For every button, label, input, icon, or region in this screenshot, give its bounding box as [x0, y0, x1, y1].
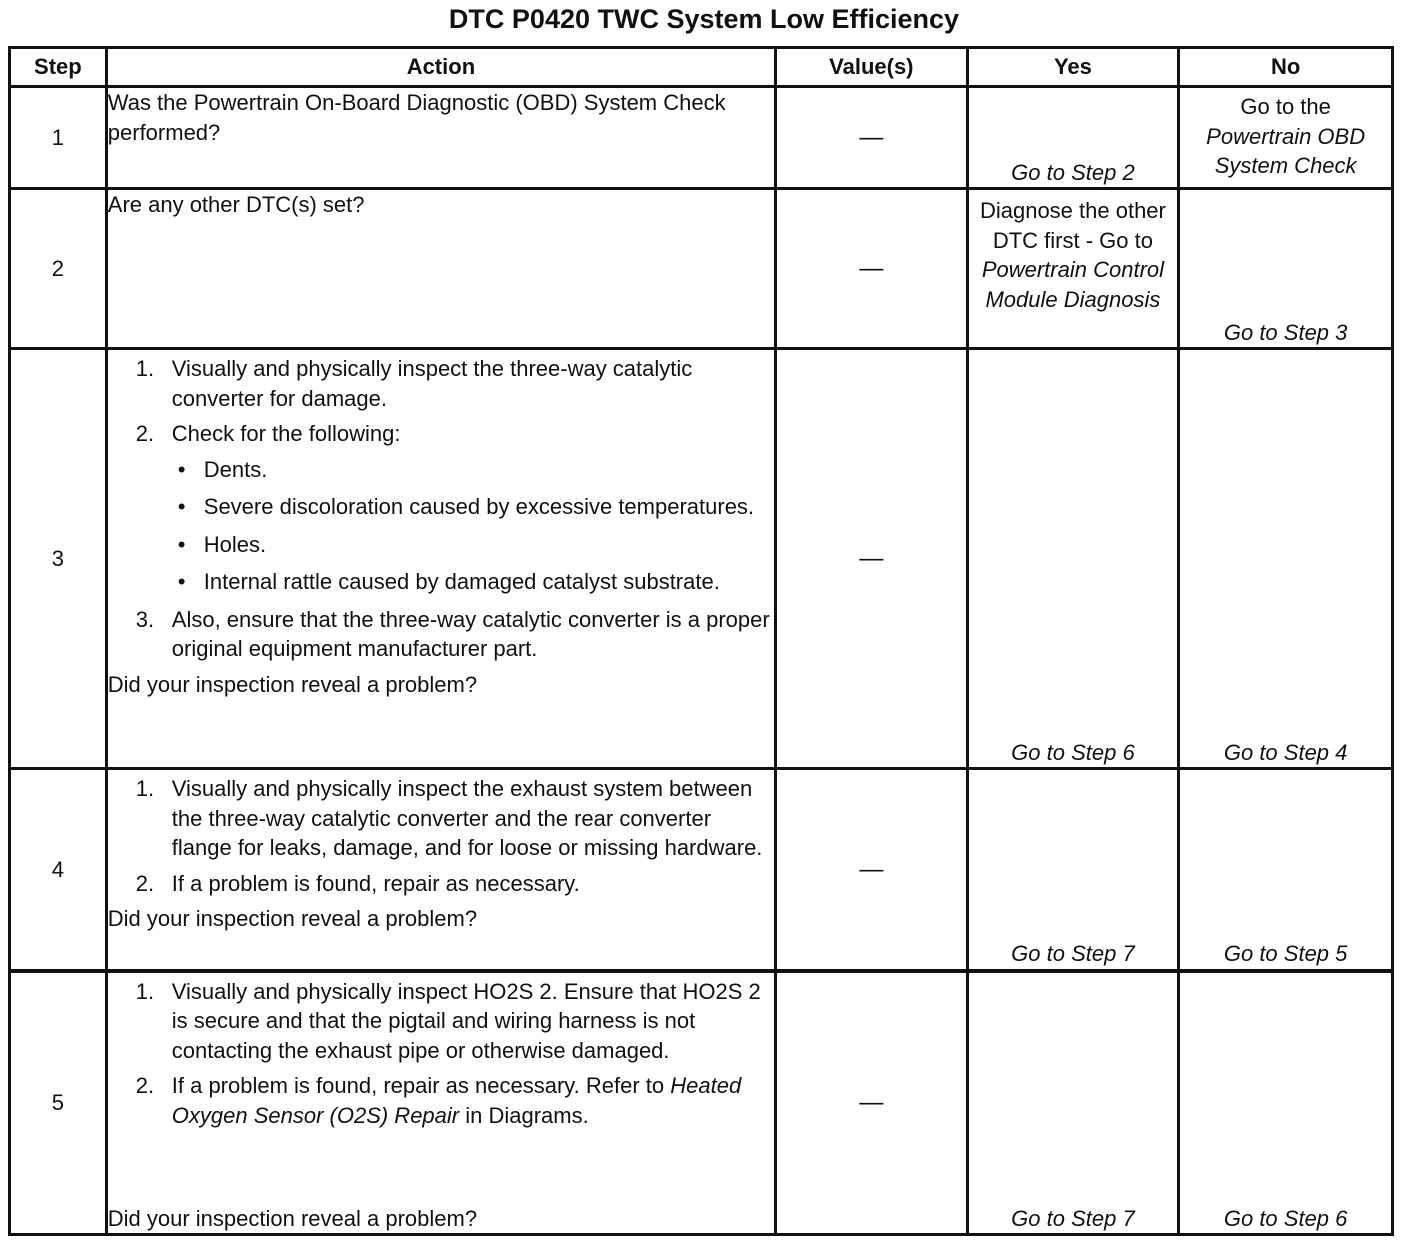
action-step: [108, 354, 774, 413]
no-link[interactable]: Go to Step 5: [1223, 941, 1348, 966]
step-index: 3.: [135, 606, 155, 632]
no-prefix: Go to the: [1240, 94, 1331, 119]
action-cell: [106, 189, 775, 349]
table-row: [10, 971, 1393, 1235]
header-action: Action: [106, 48, 775, 87]
step-index: 1.: [135, 356, 155, 381]
action-step: [108, 1071, 774, 1130]
header-yes: Yes: [967, 48, 1179, 87]
action-cell: [106, 87, 775, 189]
header-no: No: [1179, 48, 1393, 87]
yes-link[interactable]: Go to Step 7: [1011, 1205, 1135, 1231]
step-text: Visually and physically inspect the exhaust system between the three-way catalytic converter and the rear converter flange for leaks, damage, and for loose or missing hardware.: [171, 776, 763, 860]
yes-cell: [967, 971, 1179, 1235]
action-step: [108, 605, 774, 664]
question-text: Did your inspection reveal a problem?: [107, 1205, 478, 1231]
step-text: If a problem is found, repair as necessary. Refer to: [171, 1073, 665, 1098]
step-text: Visually and physically inspect the three-way catalytic converter for damage.: [171, 356, 693, 411]
step-text-suffix: in Diagrams.: [465, 1102, 589, 1128]
action-cell: [106, 971, 775, 1235]
check-item: • Internal rattle caused by damaged catalyst substrate.: [172, 567, 774, 597]
step-index: 1.: [135, 776, 155, 801]
value-cell: —: [776, 349, 968, 769]
step-index: 1.: [135, 978, 155, 1004]
action-cell: [106, 349, 775, 769]
yes-prefix: Diagnose the other DTC first - Go to: [979, 198, 1166, 253]
table-row: [10, 769, 1393, 971]
no-link[interactable]: Powertrain OBD System Check: [1206, 123, 1366, 178]
diagnostic-table: [8, 46, 1394, 1236]
check-item: • Severe discoloration caused by excessive temperatures.: [172, 492, 774, 522]
step-number: 4: [10, 769, 107, 971]
no-link[interactable]: Go to Step 3: [1223, 319, 1348, 345]
question-text: Did your inspection reveal a problem?: [107, 671, 478, 697]
step-index: 2.: [135, 870, 155, 896]
no-cell: [1179, 769, 1393, 971]
value-cell: —: [776, 769, 968, 971]
yes-link[interactable]: Go to Step 2: [1011, 159, 1135, 185]
yes-cell: [967, 769, 1179, 971]
yes-link[interactable]: Powertrain Control Module Diagnosis: [981, 257, 1165, 312]
step-text: Visually and physically inspect HO2S 2. Ensure that HO2S 2 is secure and that the pigtail and wiring harness is not contacting the exhaust pipe or otherwise damaged.: [171, 978, 761, 1063]
repair-link[interactable]: Heated Oxygen Sensor (O2S) Repair: [171, 1073, 742, 1128]
step-index: 2.: [135, 1073, 155, 1098]
step-number: 1: [10, 87, 107, 189]
no-cell: [1179, 87, 1393, 189]
table-header-row: [10, 48, 1393, 87]
check-item: • Dents.: [172, 455, 774, 485]
step-number: 3: [10, 349, 107, 769]
action-step: [108, 774, 774, 863]
yes-cell: [967, 189, 1179, 349]
no-cell: [1179, 349, 1393, 769]
table-row: [10, 349, 1393, 769]
header-step: Step: [10, 48, 107, 87]
step-text: Also, ensure that the three-way catalytic converter is a proper original equipment manufacturer part.: [171, 606, 770, 661]
table-row: [10, 87, 1393, 189]
action-steps: [108, 354, 774, 664]
table-row: [10, 189, 1393, 349]
no-link[interactable]: Go to Step 6: [1223, 1205, 1348, 1231]
yes-cell: [967, 349, 1179, 769]
no-link[interactable]: Go to Step 4: [1223, 739, 1348, 765]
action-cell: [106, 769, 775, 971]
action-steps: [108, 774, 774, 898]
action-step: [108, 869, 774, 899]
step-text: If a problem is found, repair as necessary.: [171, 870, 580, 896]
no-cell: [1179, 971, 1393, 1235]
yes-link[interactable]: Go to Step 6: [1011, 739, 1135, 765]
value-cell: —: [776, 87, 968, 189]
question-text: Did your inspection reveal a problem?: [107, 906, 478, 931]
value-cell: —: [776, 189, 968, 349]
no-cell: [1179, 189, 1393, 349]
action-text: Are any other DTC(s) set?: [107, 192, 365, 217]
step-index: 2.: [135, 421, 155, 446]
step-text: Check for the following:: [171, 421, 401, 446]
check-list: [172, 455, 774, 597]
step-number: 2: [10, 189, 107, 349]
action-text: Was the Powertrain On-Board Diagnostic (OBD) System Check performed?: [107, 90, 726, 145]
action-step: [108, 419, 774, 597]
action-steps: [108, 973, 774, 1137]
check-item: • Holes.: [172, 530, 774, 560]
action-step: [108, 977, 774, 1066]
step-number: 5: [10, 971, 107, 1235]
yes-link[interactable]: Go to Step 7: [1011, 941, 1135, 966]
value-cell: —: [776, 971, 968, 1235]
yes-cell: [967, 87, 1179, 189]
page-title: DTC P0420 TWC System Low Efficiency: [448, 4, 960, 34]
header-values: Value(s): [776, 48, 968, 87]
